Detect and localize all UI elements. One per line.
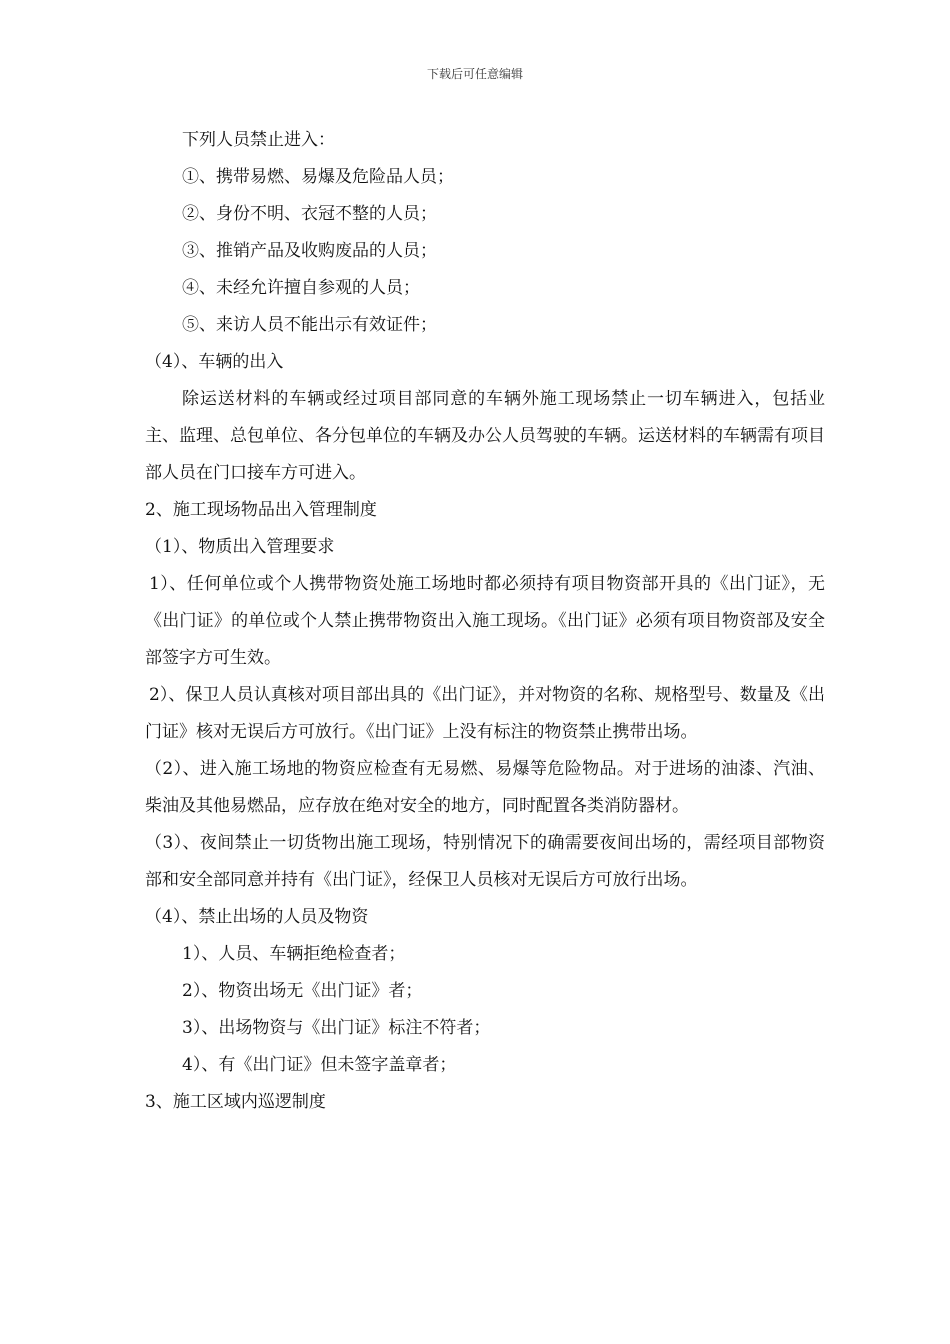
- paragraph-item-1: 1）、任何单位或个人携带物资处施工场地时都必须持有项目物资部开具的《出门证》，无《出门证》的单位或个人禁止携带物资出入施工现场。《出门证》必须有项目物资部及安全部签字方可生效。: [145, 574, 825, 668]
- list-item: 2）、物资出场无《出门证》者；: [182, 981, 423, 1001]
- subheading-materials: （1）、物质出入管理要求: [145, 537, 335, 557]
- list-item: ⑤、来访人员不能出示有效证件；: [182, 315, 437, 335]
- page-header-note: 下载后可任意编辑: [426, 67, 523, 81]
- list-item: ④、未经允许擅自参观的人员；: [182, 278, 420, 298]
- list-item: 3）、出场物资与《出门证》标注不符者；: [182, 1018, 491, 1038]
- intro-line: 下列人员禁止进入：: [182, 130, 335, 150]
- list-item: 4）、有《出门证》但未签字盖章者；: [182, 1055, 457, 1075]
- section-heading-3: 3、施工区域内巡逻制度: [145, 1092, 326, 1112]
- list-item: ①、携带易燃、易爆及危险品人员；: [182, 167, 454, 187]
- subheading-forbidden-exit: （4）、禁止出场的人员及物资: [145, 907, 369, 927]
- section-heading-2: 2、施工现场物品出入管理制度: [145, 500, 377, 520]
- subheading-vehicles: （4）、车辆的出入: [145, 352, 284, 372]
- list-item: 1）、人员、车辆拒绝检查者；: [182, 944, 406, 964]
- paragraph-hazard: （2）、进入施工场地的物资应检查有无易燃、易爆等危险物品。对于进场的油漆、汽油、柴油及其他易燃品，应存放在绝对安全的地方，同时配置各类消防器材。: [145, 759, 825, 816]
- list-item: ③、推销产品及收购废品的人员；: [182, 241, 437, 261]
- paragraph-night: （3）、夜间禁止一切货物出施工现场，特别情况下的确需要夜间出场的，需经项目部物资部和安全部同意并持有《出门证》，经保卫人员核对无误后方可放行出场。: [145, 833, 825, 890]
- paragraph-vehicles: 除运送材料的车辆或经过项目部同意的车辆外施工现场禁止一切车辆进入，包括业主、监理、总包单位、各分包单位的车辆及办公人员驾驶的车辆。运送材料的车辆需有项目部人员在门口接车方可进入。: [145, 389, 825, 483]
- document-body: [145, 122, 825, 1121]
- paragraph-item-2: 2）、保卫人员认真核对项目部出具的《出门证》，并对物资的名称、规格型号、数量及《出门证》核对无误后方可放行。《出门证》上没有标注的物资禁止携带出场。: [145, 685, 825, 742]
- list-item: ②、身份不明、衣冠不整的人员；: [182, 204, 437, 224]
